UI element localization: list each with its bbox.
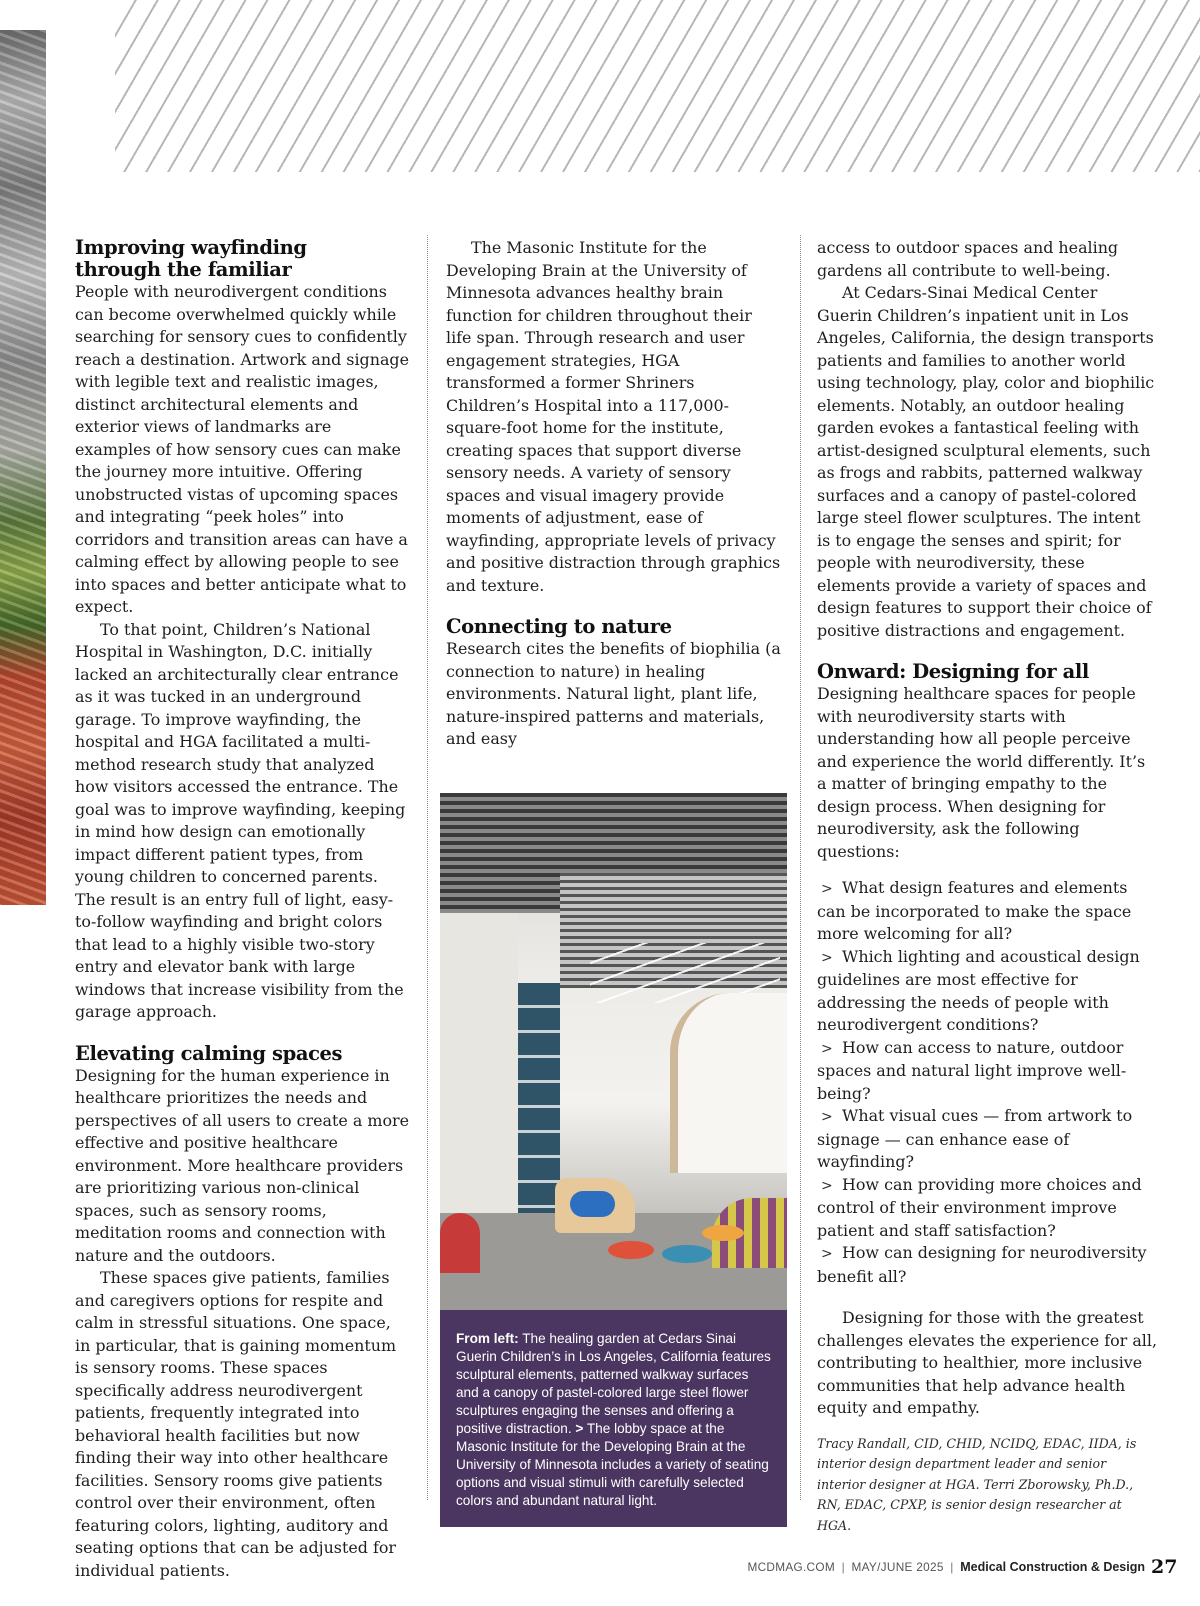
spacer: [75, 1024, 410, 1043]
paragraph: Research cites the benefits of biophilia (a connection to nature) in healing environments. Natural light, plant life, nature-inspired patterns and materials, and easy: [446, 639, 781, 748]
paragraph: To that point, Children’s National Hospital in Washington, D.C. initially lacked an architecturally clear entrance as it was tucked in an underground garage. To improve wayfinding, the hospital and HGA facilitated a multi-method research study that analyzed how visitors accessed the entrance. The goal was to improve wayfinding, keeping in mind how design can emotionally impact different patient types, from young children to concerned parents. The result is an entry full of light, easy-to-follow wayfinding and bright colors that lead to a highly visible two-story entry and elevator bank with large windows that increase visibility from the garage approach.: [75, 619, 406, 1021]
paragraph: At Cedars-Sinai Medical Center Guerin Children’s inpatient unit in Los Angeles, California, the design transports patients and families to another world using technology, play, color and biophilic elements. Notably, an outdoor healing garden evokes a fantastical feeling with artist-designed sculptural elements, such as frogs and rabbits, patterned walkway surfaces and a canopy of pastel-colored large steel flower sculptures. The intent is to engage the senses and spirit; for people with neurodiversity, these elements provide a variety of spaces and design features to support their choice of positive distractions and engagement.: [817, 283, 1155, 640]
spacer: [817, 863, 1157, 877]
heading-nature: Connecting to nature: [446, 615, 672, 638]
paragraph: access to outdoor spaces and healing gardens all contribute to well-being.: [817, 238, 1119, 280]
question-text: Which lighting and acoustical design guidelines are most effective for addressing the needs of people with neurodivergent conditions?: [817, 946, 1140, 1034]
list-item: [817, 1105, 1157, 1174]
photo-caption: [440, 1310, 787, 1528]
bullet-arrow-icon: >: [821, 949, 833, 966]
footer-issue: MAY/JUNE 2025: [851, 1560, 944, 1574]
photo-with-caption: [440, 793, 787, 1528]
spacer: [817, 642, 1157, 661]
list-item: [817, 946, 1157, 1037]
author-bio: Tracy Randall, CID, CHID, NCIDQ, EDAC, IIDA, is interior design department leader and senior interior designer at HGA. Terri Zborowsky, Ph.D., RN, EDAC, CPXP, is senior design researcher at HGA.: [817, 1435, 1137, 1533]
footer-text: [747, 1560, 1145, 1574]
question-text: What visual cues — from artwork to signage — can enhance ease of wayfinding?: [817, 1106, 1133, 1171]
list-item: [817, 877, 1157, 946]
article-column-3: [817, 237, 1157, 1536]
caption-text: The lobby space at the Masonic Institute for the Developing Brain at the University of Minnesota includes a variety of seating options and visual stimuli with carefully selected colors and abundant natural light.: [456, 1420, 769, 1509]
footer-separator: |: [950, 1560, 954, 1574]
column-divider: [427, 235, 428, 1500]
heading-calming: Elevating calming spaces: [75, 1041, 343, 1065]
paragraph: Designing for those with the greatest challenges elevates the experience for all, contributing to healthier, more inclusive communities that help advance health equity and empathy.: [817, 1308, 1158, 1417]
footer-magazine: Medical Construction & Design: [960, 1560, 1145, 1574]
heading-line: through the familiar: [75, 258, 292, 281]
heading-line: Improving wayfinding: [75, 236, 307, 259]
question-list: [817, 877, 1157, 1288]
paragraph: Designing healthcare spaces for people with neurodiversity starts with understanding how all people perceive and experience the world differently. It’s a matter of bringing empathy to the design process. When designing for neurodiversity, ask the following questions:: [817, 684, 1146, 861]
footer-separator: |: [841, 1560, 845, 1574]
footer-site: MCDMAG.COM: [747, 1560, 835, 1574]
question-text: How can access to nature, outdoor spaces and natural light improve well-being?: [817, 1037, 1127, 1103]
bullet-arrow-icon: >: [821, 881, 833, 897]
column-divider: [800, 235, 801, 1500]
spacer: [817, 1288, 1157, 1307]
list-item: [817, 1037, 1157, 1106]
question-text: How can providing more choices and control of their environment improve patient and staff satisfaction?: [817, 1174, 1142, 1240]
list-item: [817, 1242, 1157, 1288]
article-column-2: [446, 237, 781, 1527]
bullet-arrow-icon: >: [821, 1246, 833, 1262]
article-column-1: [75, 237, 410, 1582]
heading-wayfinding: [75, 237, 410, 281]
paragraph: People with neurodivergent conditions can become overwhelmed quickly while searching for sensory cues to confidently reach a destination. Artwork and signage with legible text and realistic images, distinct architectural elements and exterior views of landmarks are examples of how sensory cues can make the journey more intuitive. Offering unobstructed vistas of upcoming spaces and integrating “peek holes” into corridors and transition areas can have a calming effect by allowing people to see into spaces and better anticipate what to expect.: [75, 282, 409, 616]
garden-photo-edge: [0, 30, 46, 905]
bullet-arrow-icon: >: [821, 1177, 833, 1194]
list-item: [817, 1174, 1157, 1243]
lobby-photo: [440, 793, 787, 1310]
paragraph: These spaces give patients, families and caregivers options for respite and calm in stressful situations. One space, in particular, that is gaining momentum is sensory rooms. These spaces specifically address neurodivergent patients, frequently integrated into behavioral health facilities but now finding their way into other healthcare facilities. Sensory rooms give patients control over their environment, often featuring colors, lighting, auditory and seating options that can be adjusted for individual patients.: [75, 1268, 397, 1580]
paragraph: The Masonic Institute for the Developing Brain at the University of Minnesota advances healthy brain function for children throughout their life span. Through research and user engagement strategies, HGA transformed a former Shriners Children’s Hospital into a 117,000-square-foot home for the institute, creating spaces that support diverse sensory needs. A variety of sensory spaces and visual imagery provide moments of adjustment, ease of wayfinding, appropriate levels of privacy and positive distraction through graphics and texture.: [446, 238, 781, 595]
paragraph: Designing for the human experience in healthcare prioritizes the needs and perspectives of all users to create a more effective and positive healthcare environment. More healthcare providers are prioritizing various non-clinical spaces, such as sensory rooms, meditation rooms and connection with nature and the outdoors.: [75, 1065, 410, 1265]
bullet-arrow-icon: >: [821, 1040, 833, 1057]
question-text: What design features and elements can be incorporated to make the space more welcoming for all?: [817, 878, 1132, 943]
heading-onward: Onward: Designing for all: [817, 660, 1089, 683]
bullet-arrow-icon: >: [821, 1109, 833, 1125]
spacer: [817, 1420, 1157, 1434]
spacer: [446, 597, 781, 616]
decorative-stripes: [115, 0, 1200, 172]
page-footer: [0, 1556, 1200, 1580]
caption-separator: >: [575, 1420, 584, 1436]
question-text: How can designing for neurodiversity benefit all?: [817, 1243, 1147, 1286]
page-number: 27: [1151, 1556, 1178, 1578]
caption-text: The healing garden at Cedars Sinai Guerin Children’s in Los Angeles, California features sculptural elements, patterned walkway surfaces and a canopy of pastel-colored large steel flower sculptures engaging the senses and offering a positive distraction.: [456, 1330, 771, 1436]
caption-label: From left:: [456, 1330, 519, 1346]
